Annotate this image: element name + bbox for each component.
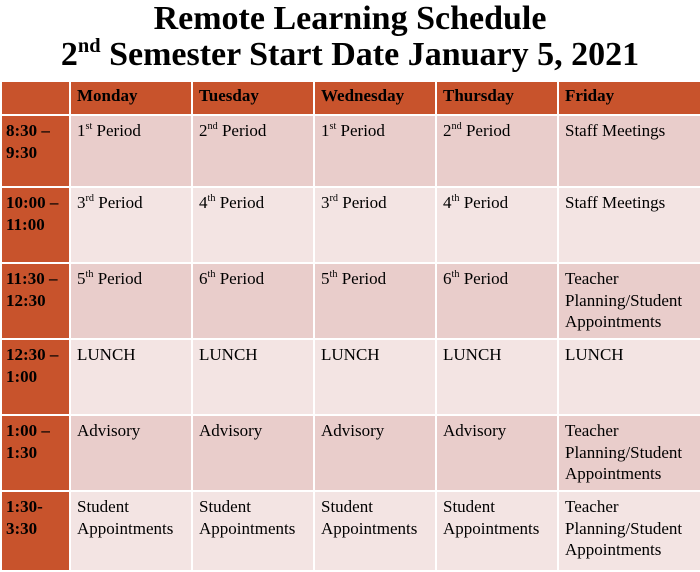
- cell-text: Teacher Planning/Student Appointments: [565, 269, 683, 331]
- schedule-cell: [314, 415, 436, 491]
- schedule-cell: [192, 415, 314, 491]
- time-slot: 8:30 – 9:30: [1, 115, 70, 187]
- cell-text: Student Appointments: [199, 497, 296, 538]
- header-day: Monday: [70, 81, 192, 115]
- time-slot: 1:30-3:30: [1, 491, 70, 571]
- cell-text: Student Appointments: [443, 497, 540, 538]
- schedule-cell: [314, 115, 436, 187]
- schedule-cell: [70, 263, 192, 339]
- schedule-cell: [558, 187, 700, 263]
- cell-text: Period: [217, 121, 267, 140]
- schedule-cell: [70, 415, 192, 491]
- cell-text: Period: [459, 269, 509, 288]
- period-number: 6: [199, 269, 208, 288]
- cell-text: Advisory: [199, 421, 263, 440]
- page-subtitle: [0, 36, 700, 78]
- schedule-cell: [70, 339, 192, 415]
- schedule-cell: [436, 491, 558, 571]
- period-number: 4: [443, 193, 452, 212]
- period-ordinal-suffix: st: [85, 120, 93, 132]
- schedule-cell: [192, 339, 314, 415]
- schedule-cell: [314, 263, 436, 339]
- period-ordinal-suffix: th: [207, 192, 216, 204]
- cell-text: Teacher Planning/Student Appointments: [565, 421, 683, 483]
- period-ordinal-suffix: st: [329, 120, 337, 132]
- time-slot: 10:00 – 11:00: [1, 187, 70, 263]
- cell-text: Teacher Planning/Student Appointments: [565, 497, 683, 559]
- schedule-cell: [558, 115, 700, 187]
- subtitle-ordinal-suffix: nd: [77, 34, 101, 57]
- cell-text: Advisory: [321, 421, 385, 440]
- subtitle-ordinal-number: 2: [60, 36, 78, 73]
- time-slot: 12:30 – 1:00: [1, 339, 70, 415]
- schedule-cell: [192, 491, 314, 571]
- cell-text: Period: [336, 121, 385, 140]
- cell-text: Staff Meetings: [565, 121, 666, 140]
- page-title: Remote Learning Schedule: [153, 0, 547, 37]
- schedule-cell: [436, 263, 558, 339]
- time-slot: 11:30 – 12:30: [1, 263, 70, 339]
- period-number: 5: [321, 269, 330, 288]
- schedule-cell: [192, 187, 314, 263]
- period-ordinal-suffix: th: [207, 268, 216, 280]
- cell-text: Period: [337, 269, 387, 288]
- cell-text: Advisory: [77, 421, 141, 440]
- schedule-cell: [192, 263, 314, 339]
- period-ordinal-suffix: rd: [329, 192, 338, 204]
- period-number: 1: [321, 121, 330, 140]
- schedule-cell: [314, 187, 436, 263]
- subtitle-text: Semester Start Date January 5, 2021: [100, 36, 640, 73]
- schedule-cell: [70, 491, 192, 571]
- period-number: 4: [199, 193, 208, 212]
- cell-text: Period: [338, 193, 387, 212]
- header-corner: [1, 81, 70, 115]
- table-row: [1, 415, 700, 491]
- schedule-cell: [558, 339, 700, 415]
- cell-text: LUNCH: [565, 345, 624, 364]
- period-ordinal-suffix: th: [329, 268, 338, 280]
- period-number: 5: [77, 269, 86, 288]
- schedule-cell: [192, 115, 314, 187]
- header-day: Friday: [558, 81, 700, 115]
- period-number: 2: [443, 121, 452, 140]
- period-ordinal-suffix: nd: [207, 120, 218, 132]
- schedule-cell: [70, 187, 192, 263]
- table-row: [1, 491, 700, 571]
- period-number: 3: [77, 193, 86, 212]
- time-slot: 1:00 – 1:30: [1, 415, 70, 491]
- header-day: Tuesday: [192, 81, 314, 115]
- cell-text: LUNCH: [199, 345, 258, 364]
- table-row: [1, 263, 700, 339]
- table-row: [1, 339, 700, 415]
- schedule-cell: [436, 115, 558, 187]
- cell-text: Period: [93, 269, 143, 288]
- cell-text: Period: [92, 121, 141, 140]
- cell-text: Period: [461, 121, 511, 140]
- cell-text: LUNCH: [443, 345, 502, 364]
- period-ordinal-suffix: th: [85, 268, 94, 280]
- cell-text: Period: [459, 193, 509, 212]
- table-row: [1, 187, 700, 263]
- cell-text: Advisory: [443, 421, 507, 440]
- schedule-cell: [314, 491, 436, 571]
- header-row: [1, 81, 700, 115]
- schedule-cell: [558, 491, 700, 571]
- cell-text: Period: [215, 269, 265, 288]
- schedule-cell: [314, 339, 436, 415]
- table-row: [1, 115, 700, 187]
- schedule-cell: [436, 339, 558, 415]
- period-number: 1: [77, 121, 86, 140]
- schedule-cell: [70, 115, 192, 187]
- period-number: 3: [321, 193, 330, 212]
- period-ordinal-suffix: rd: [85, 192, 94, 204]
- cell-text: Period: [215, 193, 265, 212]
- cell-text: LUNCH: [77, 345, 136, 364]
- cell-text: Student Appointments: [321, 497, 418, 538]
- header-day: Wednesday: [314, 81, 436, 115]
- schedule-cell: [558, 415, 700, 491]
- period-ordinal-suffix: th: [451, 268, 460, 280]
- schedule-table: [0, 80, 700, 572]
- period-ordinal-suffix: nd: [451, 120, 462, 132]
- period-number: 6: [443, 269, 452, 288]
- period-ordinal-suffix: th: [451, 192, 460, 204]
- period-number: 2: [199, 121, 208, 140]
- cell-text: Student Appointments: [77, 497, 174, 538]
- cell-text: Staff Meetings: [565, 193, 666, 212]
- schedule-cell: [436, 415, 558, 491]
- schedule-cell: [436, 187, 558, 263]
- schedule-cell: [558, 263, 700, 339]
- header-day: Thursday: [436, 81, 558, 115]
- cell-text: LUNCH: [321, 345, 380, 364]
- cell-text: Period: [94, 193, 143, 212]
